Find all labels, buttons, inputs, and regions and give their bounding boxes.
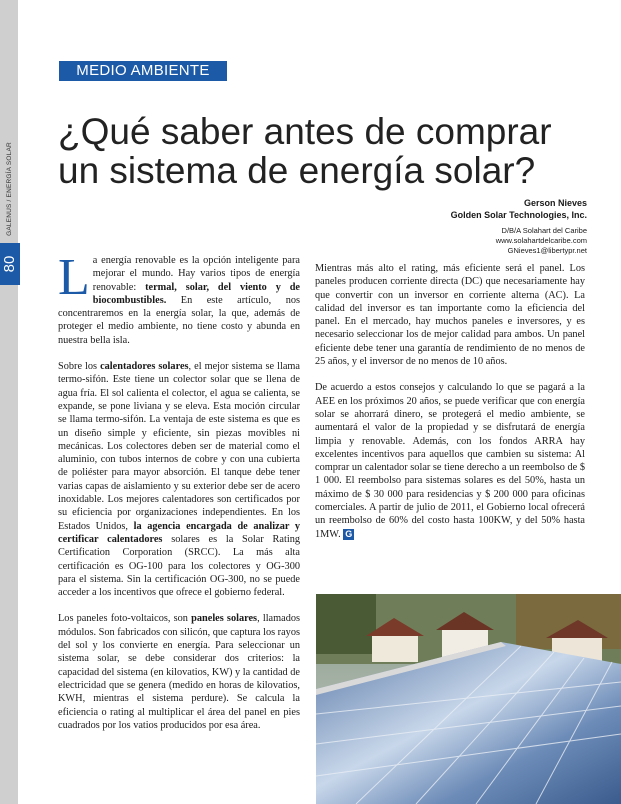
title-line-1: ¿Qué saber antes de comprar bbox=[58, 111, 552, 152]
page-number-badge bbox=[0, 243, 20, 285]
paragraph-2 bbox=[58, 360, 300, 599]
paragraph-1 bbox=[58, 249, 301, 347]
paragraph-3 bbox=[58, 612, 300, 732]
p1-text-b: En este artículo, nos concentraremos en la energía solar, la que, además de proteger el medio ambiente, no tiene costo y abunda en nuestra bella isla. bbox=[58, 294, 300, 346]
p3-text-b: , llamados módulos. Son fabricados con silicón, que captura los rayos del sol y los convierte en energía. Para seleccionar un sistema solar, se debe considerar dos criterios: la capacidad del sistema (en kilovatios, KW) y la cantidad de electricidad que se genera (medido en horas de kilovatios, KWH, mientras el sistema perdure). Se calcula la eficiencia o rating al multiplicar el área del panel en pies cuadrados por los vatios producidos por esa área. bbox=[58, 613, 301, 731]
right-column bbox=[315, 262, 585, 554]
author-dba: D/B/A Solahart del Caribe bbox=[501, 226, 587, 235]
p3-text-a: Los paneles foto-voltaicos, son bbox=[58, 613, 192, 625]
running-title: GALENUS / ENERGÍA SOLAR bbox=[6, 142, 13, 236]
p1-text-a: a energía renovable es la opción inteligente para mejorar el mundo. Hay varios tipos de energía renovable: bbox=[92, 255, 300, 293]
p2-text-b: , el mejor sistema se llama termo-sifón. Este tiene un colector solar que se llena de agua fría. El sol calienta el colector, el agua se calienta, se expande, se pone liviana y se eleva. Esta moción circular se llama termo-sifón. La ventaja de este sistema es que es un diseño simple y eficiente, sin piezas movibles ni mecánicas. Los colectores deben ser de material como el aluminio, con tubos internos de cobre y con una cubierta de poliéster para mayor absorción. El tanque debe tener varias capas de aislamiento y su exterior debe ser de acero inoxidable. Los mejores calentadores son certificados por su eficiencia por organizaciones independientes. En los Estados Unidos, bbox=[58, 361, 300, 532]
title-line-2: un sistema de energía solar? bbox=[58, 150, 536, 191]
paragraph-5 bbox=[315, 381, 585, 541]
author-name: Gerson Nieves bbox=[523, 198, 587, 208]
author-website: www.solahartdelcaribe.com bbox=[495, 236, 587, 245]
house-wall-left bbox=[372, 636, 418, 662]
section-banner bbox=[59, 61, 227, 81]
p5-text: De acuerdo a estos consejos y calculando lo que se pagará a la AEE en los próximos 20 años, se puede verificar que con energía solar se ahorrará dinero, se protegerá el medio ambiente, se aumentará el valor de la propiedad y se disfrutará de energía limpia y renovable. Además, con los fondos ARRA hay excelentes incentivos para aquellos que cambien su sistema: Al comprar un calentador solar se tiene derecho a un reembolso de $ 1 000. El reembolso para sistemas solares es del 50%, hasta un máximo de $ 30 000 para residencias y $ 200 000 para oficinas comerciales. A partir de julio de 2011, el Gobierno local ofrecerá un reembolso de 60% del costo hasta 100KW, y del 50% hasta 1MW. bbox=[315, 382, 585, 540]
p2-bold-a: calentadores solares bbox=[100, 361, 189, 373]
end-mark: G bbox=[345, 528, 353, 539]
section-label: MEDIO AMBIENTE bbox=[76, 62, 210, 79]
tree-left bbox=[316, 594, 376, 654]
p3-bold: paneles solares bbox=[191, 613, 258, 625]
drop-cap: L bbox=[58, 249, 90, 306]
article-title bbox=[58, 112, 598, 190]
author-company: Golden Solar Technologies, Inc. bbox=[450, 210, 587, 220]
left-column bbox=[58, 249, 301, 745]
solar-panels-photo bbox=[316, 594, 621, 804]
p2-text-a: Sobre los bbox=[58, 361, 101, 373]
page-number: 80 bbox=[1, 255, 18, 273]
author-email: GNieves1@libertypr.net bbox=[507, 246, 587, 255]
paragraph-4: Mientras más alto el rating, más eficiente será el panel. Los paneles producen corriente directa (DC) que necesariamente hay que convertir con un inversor en corriente alterna (AC). La calidad del inversor es tan importante como la eficiencia del panel. En el mercado, hay muchos paneles e inversores, y es necesario seleccionar los de mejor calidad para ambos. Un panel eficiente debe tener una garantía de rendimiento de no menos de 25 años, y el inversor de no menos de 10 años. bbox=[315, 263, 585, 368]
p1-bold: termal, solar, del viento y de biocombustibles. bbox=[92, 281, 301, 306]
p2-text-c: solares es la Solar Rating Certification Corporation (SRCC). La más alta certificación es OG-100 para los colectores y OG-300 para el sistema. Sin la certificación OG-300, no se puede acceder a los incentivos que ofrece el gobierno federal. bbox=[58, 533, 300, 599]
author-block bbox=[327, 197, 587, 256]
p2-bold-b: la agencia encargada de analizar y certificar calentadores bbox=[58, 520, 300, 545]
page-sidebar bbox=[0, 0, 18, 804]
